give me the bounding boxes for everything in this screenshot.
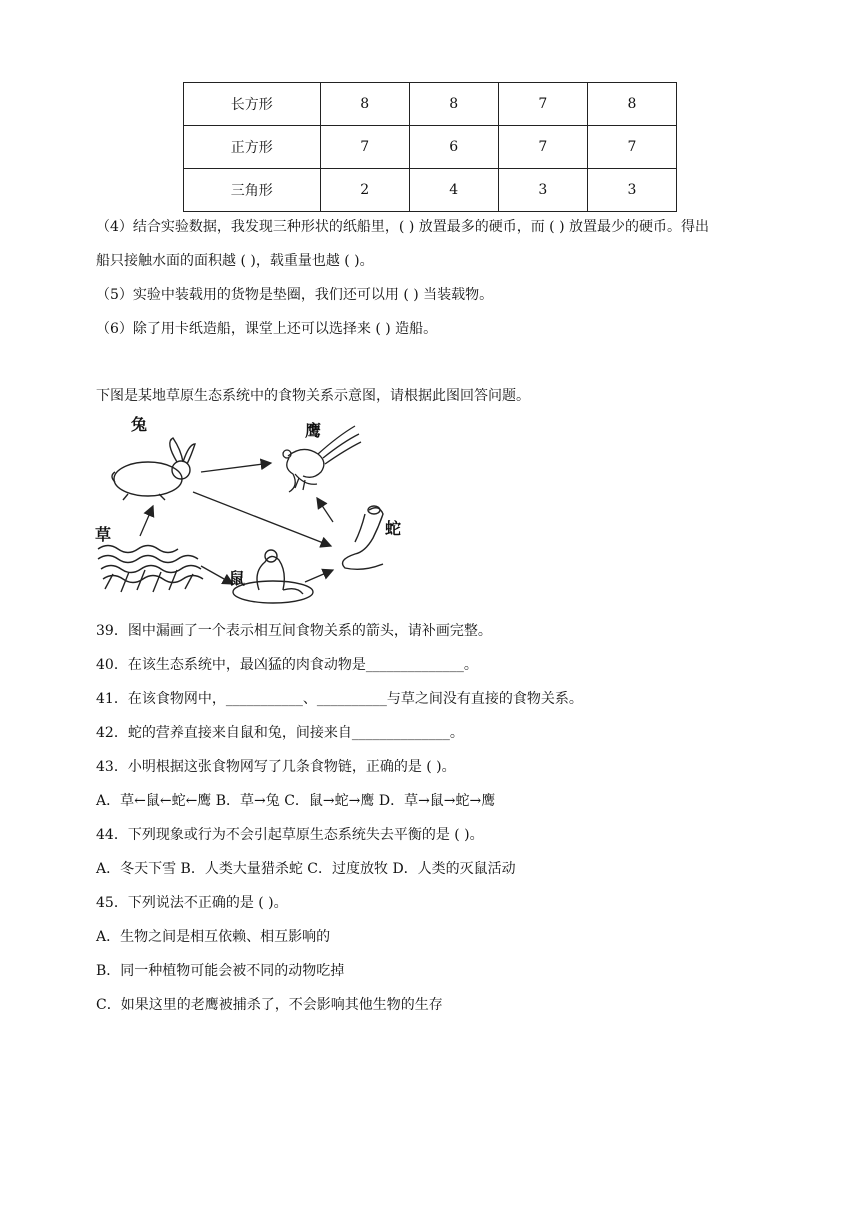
rabbit-label: 兔 (131, 415, 148, 434)
question-6: （6）除了用卡纸造船，课堂上还可以选择来 ( ) 造船。 (96, 321, 438, 337)
question-39: 39．图中漏画了一个表示相互间食物关系的箭头，请补画完整。 (96, 623, 492, 639)
coin-data-table (183, 82, 677, 212)
table-row (184, 83, 677, 126)
shape-cell: 三角形 (184, 169, 321, 212)
eagle-icon (283, 426, 361, 492)
value-cell: 7 (587, 126, 676, 169)
question-4-line-2: 船只接触水面的面积越 ( )，载重量也越 ( )。 (96, 253, 374, 269)
question-5: （5）实验中装载用的货物是垫圈，我们还可以用 ( ) 当装载物。 (96, 287, 494, 303)
value-cell: 3 (498, 169, 587, 212)
value-cell: 4 (409, 169, 498, 212)
value-cell: 3 (587, 169, 676, 212)
question-43-options: A．草←鼠←蛇←鹰 B．草→兔 C．鼠→蛇→鹰 D．草→鼠→蛇→鹰 (96, 793, 496, 809)
grass-icon (98, 546, 203, 593)
table-row (184, 126, 677, 169)
question-42: 42．蛇的营养直接来自鼠和兔，间接来自______________。 (96, 725, 464, 741)
question-45: 45．下列说法不正确的是 ( )。 (96, 895, 288, 911)
value-cell: 7 (320, 126, 409, 169)
food-web-drawing (93, 414, 423, 610)
rabbit-icon (112, 438, 195, 500)
value-cell: 7 (498, 83, 587, 126)
question-45-option-c: C．如果这里的老鹰被捕杀了，不会影响其他生物的生存 (96, 997, 443, 1013)
section-intro: 下图是某地草原生态系统中的食物关系示意图，请根据此图回答问题。 (96, 388, 530, 404)
arrow-snake-to-eagle (317, 498, 333, 522)
question-41: 41．在该食物网中，___________、__________与草之间没有直接的食物关系。 (96, 691, 583, 707)
question-45-option-b: B．同一种植物可能会被不同的动物吃掉 (96, 963, 345, 979)
value-cell: 7 (498, 126, 587, 169)
question-44: 44．下列现象或行为不会引起草原生态系统失去平衡的是 ( )。 (96, 827, 484, 843)
arrow-grass-to-rabbit (140, 506, 153, 536)
food-web-figure (93, 414, 423, 610)
question-43: 43．小明根据这张食物网写了几条食物链，正确的是 ( )。 (96, 759, 456, 775)
question-44-options: A．冬天下雪 B．人类大量猎杀蛇 C．过度放牧 D．人类的灭鼠活动 (96, 861, 516, 877)
value-cell: 8 (409, 83, 498, 126)
grass-label: 草 (95, 525, 112, 544)
arrow-rabbit-to-snake (193, 492, 331, 546)
snake-label: 蛇 (385, 519, 402, 538)
value-cell: 6 (409, 126, 498, 169)
value-cell: 8 (320, 83, 409, 126)
question-45-option-a: A．生物之间是相互依赖、相互影响的 (96, 929, 331, 945)
mouse-label: 鼠 (229, 569, 246, 588)
value-cell: 2 (320, 169, 409, 212)
shape-cell: 长方形 (184, 83, 321, 126)
table-row (184, 169, 677, 212)
value-cell: 8 (587, 83, 676, 126)
arrow-rabbit-to-eagle (201, 463, 271, 472)
question-4-line-1: （4）结合实验数据，我发现三种形状的纸船里，( ) 放置最多的硬币，而 ( ) 放置最少的硬币。得出 (96, 219, 710, 235)
snake-icon (343, 506, 383, 569)
shape-cell: 正方形 (184, 126, 321, 169)
eagle-label: 鹰 (305, 421, 322, 440)
arrow-mouse-to-snake (305, 570, 333, 582)
question-40: 40．在该生态系统中，最凶猛的肉食动物是______________。 (96, 657, 478, 673)
